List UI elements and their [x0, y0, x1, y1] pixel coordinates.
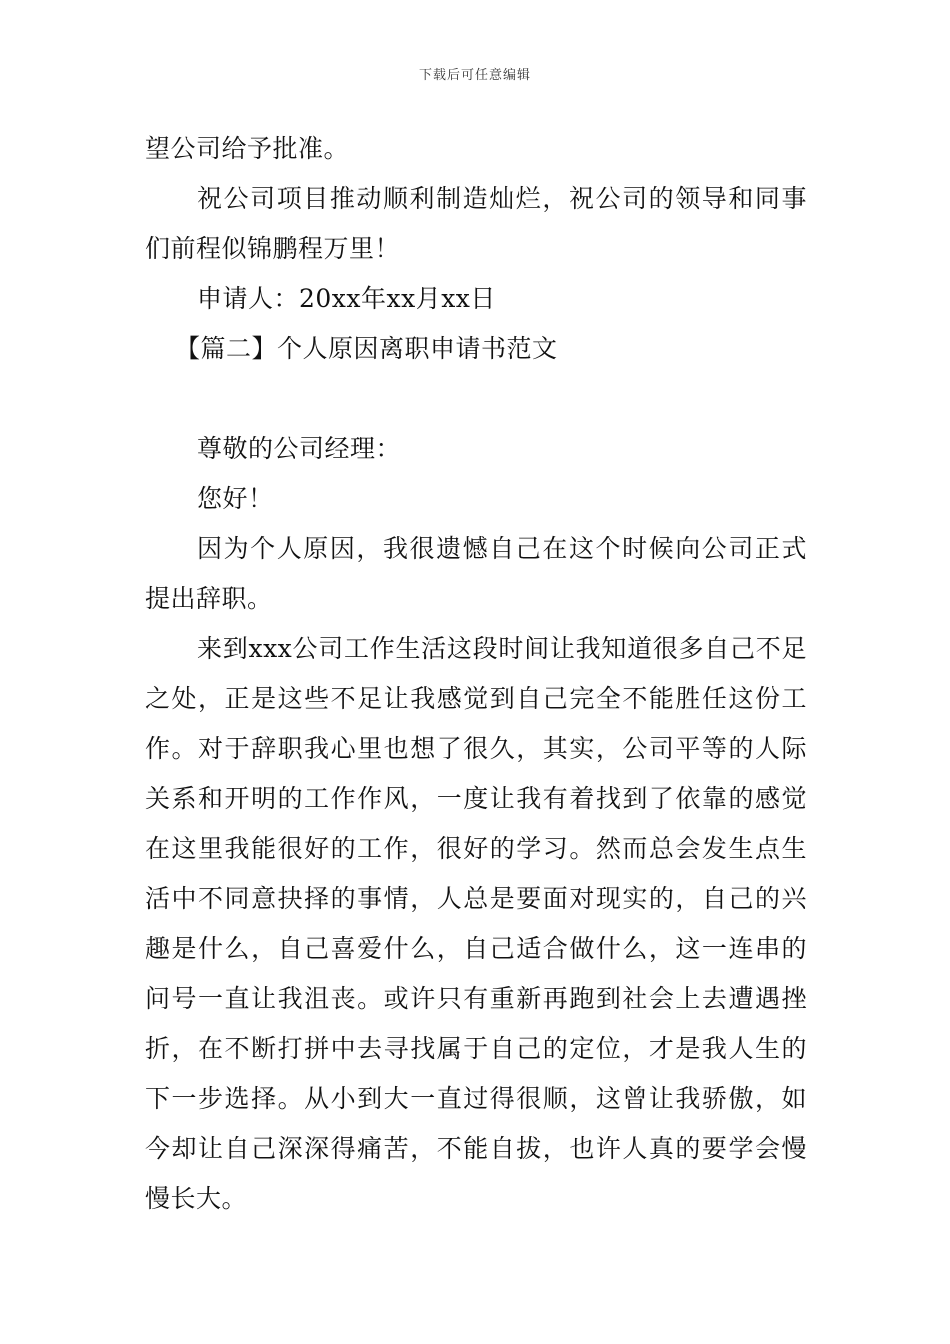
paragraph-line: 趣是什么，自己喜爱什么，自己适合做什么，这一连串的	[145, 934, 807, 963]
paragraph-line: 们前程似锦鹏程万里！	[145, 234, 401, 263]
paragraph-line: 祝公司项目推动顺利制造灿烂，祝公司的领导和同事	[197, 184, 807, 213]
blank-line	[145, 374, 807, 424]
document-body	[145, 124, 807, 1224]
paragraph-line: 慢长大。	[145, 1184, 248, 1213]
paragraph-line: 关系和开明的工作作风，一度让我有着找到了依靠的感觉	[145, 784, 807, 813]
signature-line: 申请人：20xx年xx月xx日	[197, 284, 496, 313]
paragraph-line: 问号一直让我沮丧。或许只有重新再跑到社会上去遭遇挫	[145, 984, 807, 1013]
paragraph-line: 下一步选择。从小到大一直过得很顺，这曾让我骄傲，如	[145, 1084, 807, 1113]
paragraph-line: 因为个人原因，我很遗憾自己在这个时候向公司正式	[197, 534, 807, 563]
paragraph-line: 作。对于辞职我心里也想了很久，其实，公司平等的人际	[145, 734, 807, 763]
salutation-line: 尊敬的公司经理：	[197, 434, 402, 463]
paragraph-line: 提出辞职。	[145, 584, 273, 613]
paragraph-line: 折，在不断打拼中去寻找属于自己的定位，才是我人生的	[145, 1034, 807, 1063]
paragraph-line: 来到xxx公司工作生活这段时间让我知道很多自己不足	[197, 634, 807, 663]
page-header: 下载后可任意编辑	[418, 68, 531, 83]
paragraph-line: 望公司给予批准。	[145, 134, 350, 163]
section-heading: 【篇二】个人原因离职申请书范文	[175, 334, 558, 363]
paragraph-line: 今却让自己深深得痛苦，不能自拔，也许人真的要学会慢	[145, 1134, 807, 1163]
paragraph-line: 之处，正是这些不足让我感觉到自己完全不能胜任这份工	[145, 684, 807, 713]
greeting-line: 您好！	[197, 484, 274, 513]
paragraph-line: 活中不同意抉择的事情，人总是要面对现实的，自己的兴	[145, 884, 807, 913]
paragraph-line: 在这里我能很好的工作，很好的学习。然而总会发生点生	[145, 834, 807, 863]
